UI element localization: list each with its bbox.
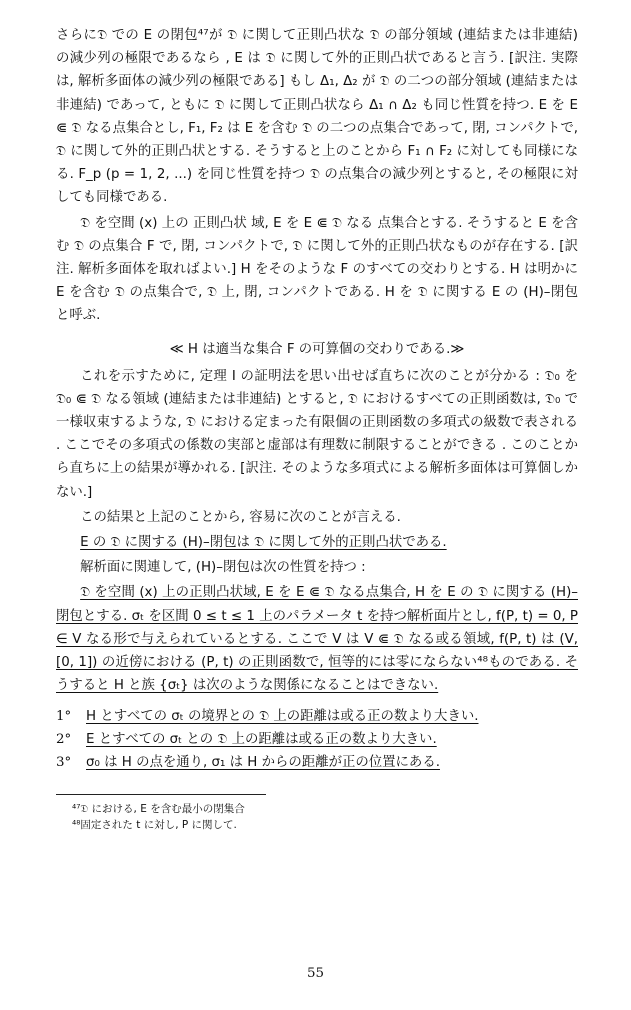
paragraph-consequence: この結果と上記のことから, 容易に次のことが言える. <box>80 509 401 525</box>
list-item <box>56 728 578 751</box>
list-item-text: H とすべての σₜ の境界との 𝔇 上の距離は或る正の数より大きい. <box>86 709 479 725</box>
list-item-number: 1° <box>56 709 72 725</box>
page-body <box>56 24 578 833</box>
paragraph-countable-claim: ≪ H は適当な集合 F の可算個の交わりである.≫ <box>169 341 465 357</box>
list-item-number: 2° <box>56 732 72 748</box>
footnote-48: ⁴⁸固定された t に対し, P に関して. <box>72 819 237 832</box>
paragraph-analytic-surface-theorem: 𝔇 を空間 (x) 上の正則凸状域, E を E ⋐ 𝔇 なる点集合, H を E の 𝔇 に関する (H)–閉包とする. σₜ を区間 0 ≤ t ≤ 1 上のパラメータ t を持つ解析面片とし, f(P, t) = 0, P ∈ V なる形で与えられているとする. ここで V は V ⋐ 𝔇 なる或る領域, f(P, t) は (V, [0, 1]) の近傍における (P, t) の正則函数で, 恒等的には零にならない⁴⁸ものである. そうすると H と族 {σₜ} は次のような関係になることはできない. <box>56 585 578 694</box>
list-item-text: σ₀ は H の点を通り, σ₁ は H からの距離が正の位置にある. <box>86 755 440 771</box>
footnote-divider <box>56 794 266 795</box>
paragraph-analytic-surface-intro: 解析面に関連して, (H)–閉包は次の性質を持つ : <box>80 560 366 576</box>
paragraph-definition-outer-convex: さらに𝔇 での E の閉包⁴⁷が 𝔇 に関して正則凸状な 𝔇 の部分領域 (連結または非連結) の減少列の極限であるなら , E は 𝔇 に関して外的正則凸状であると言う. [訳注. 実際は, 解析多面体の減少列の極限である] もし Δ₁, Δ₂ が 𝔇 の二つの部分領域 (連結または非連結) であって, ともに 𝔇 に関して正則凸状なら Δ₁ ∩ Δ₂ も同じ性質を持つ. E を E ⋐ 𝔇 なる点集合とし, F₁, F₂ は E を含む 𝔇 の二つの点集合であって, 閉, コンパクトで, 𝔇 に関して外的正則凸状とする. そうすると上のことから F₁ ∩ F₂ に対しても同様になる. F_p (p = 1, 2, ...) を同じ性質を持つ 𝔇 の点集合の減少列とすると, その極限に対しても同様である. <box>56 28 578 206</box>
paragraph-theorem-statement: E の 𝔇 に関する (H)–閉包は 𝔇 に関して外的正則凸状である. <box>80 535 447 551</box>
list-item <box>56 751 578 774</box>
paragraph-proof: これを示すために, 定理 I の証明法を思い出せば直ちに次のことが分かる : 𝔇₀ を 𝔇₀ ⋐ 𝔇 なる領域 (連結または非連結) とすると, 𝔇 におけるすべての正則函数は, 𝔇₀ で一様収束するような, 𝔇 における定まった有限個の正則函数の多項式の級数で表される . ここでその多項式の係数の実部と虚部は有理数に制限することができる . このことから直ちに上の結果が導かれる. [訳注. そのような多項式による解析多面体は可算個しかない.] <box>56 368 578 500</box>
list-item-text: E とすべての σₜ との 𝔇 上の距離は或る正の数より大きい. <box>86 732 437 748</box>
footnote-47: ⁴⁷𝔇 における, E を含む最小の閉集合 <box>72 803 245 816</box>
paragraph-h-closure-definition: 𝔇 を空間 (x) 上の 正則凸状 域, E を E ⋐ 𝔇 なる 点集合とする. そうすると E を含む 𝔇 の点集合 F で, 閉, コンパクトで, 𝔇 に関して外的正則凸状なものが存在する. [訳注. 解析多面体を取ればよい.] H をそのような F のすべての交わりとする. H は明かに E を含む 𝔇 の点集合で, 𝔇 上, 閉, コンパクトである. H を 𝔇 に関する E の (H)–閉包 と呼ぶ. <box>56 215 578 324</box>
list-item <box>56 705 578 728</box>
list-item-number: 3° <box>56 755 72 771</box>
conditions-list <box>56 705 578 774</box>
page-number: 55 <box>306 966 325 981</box>
